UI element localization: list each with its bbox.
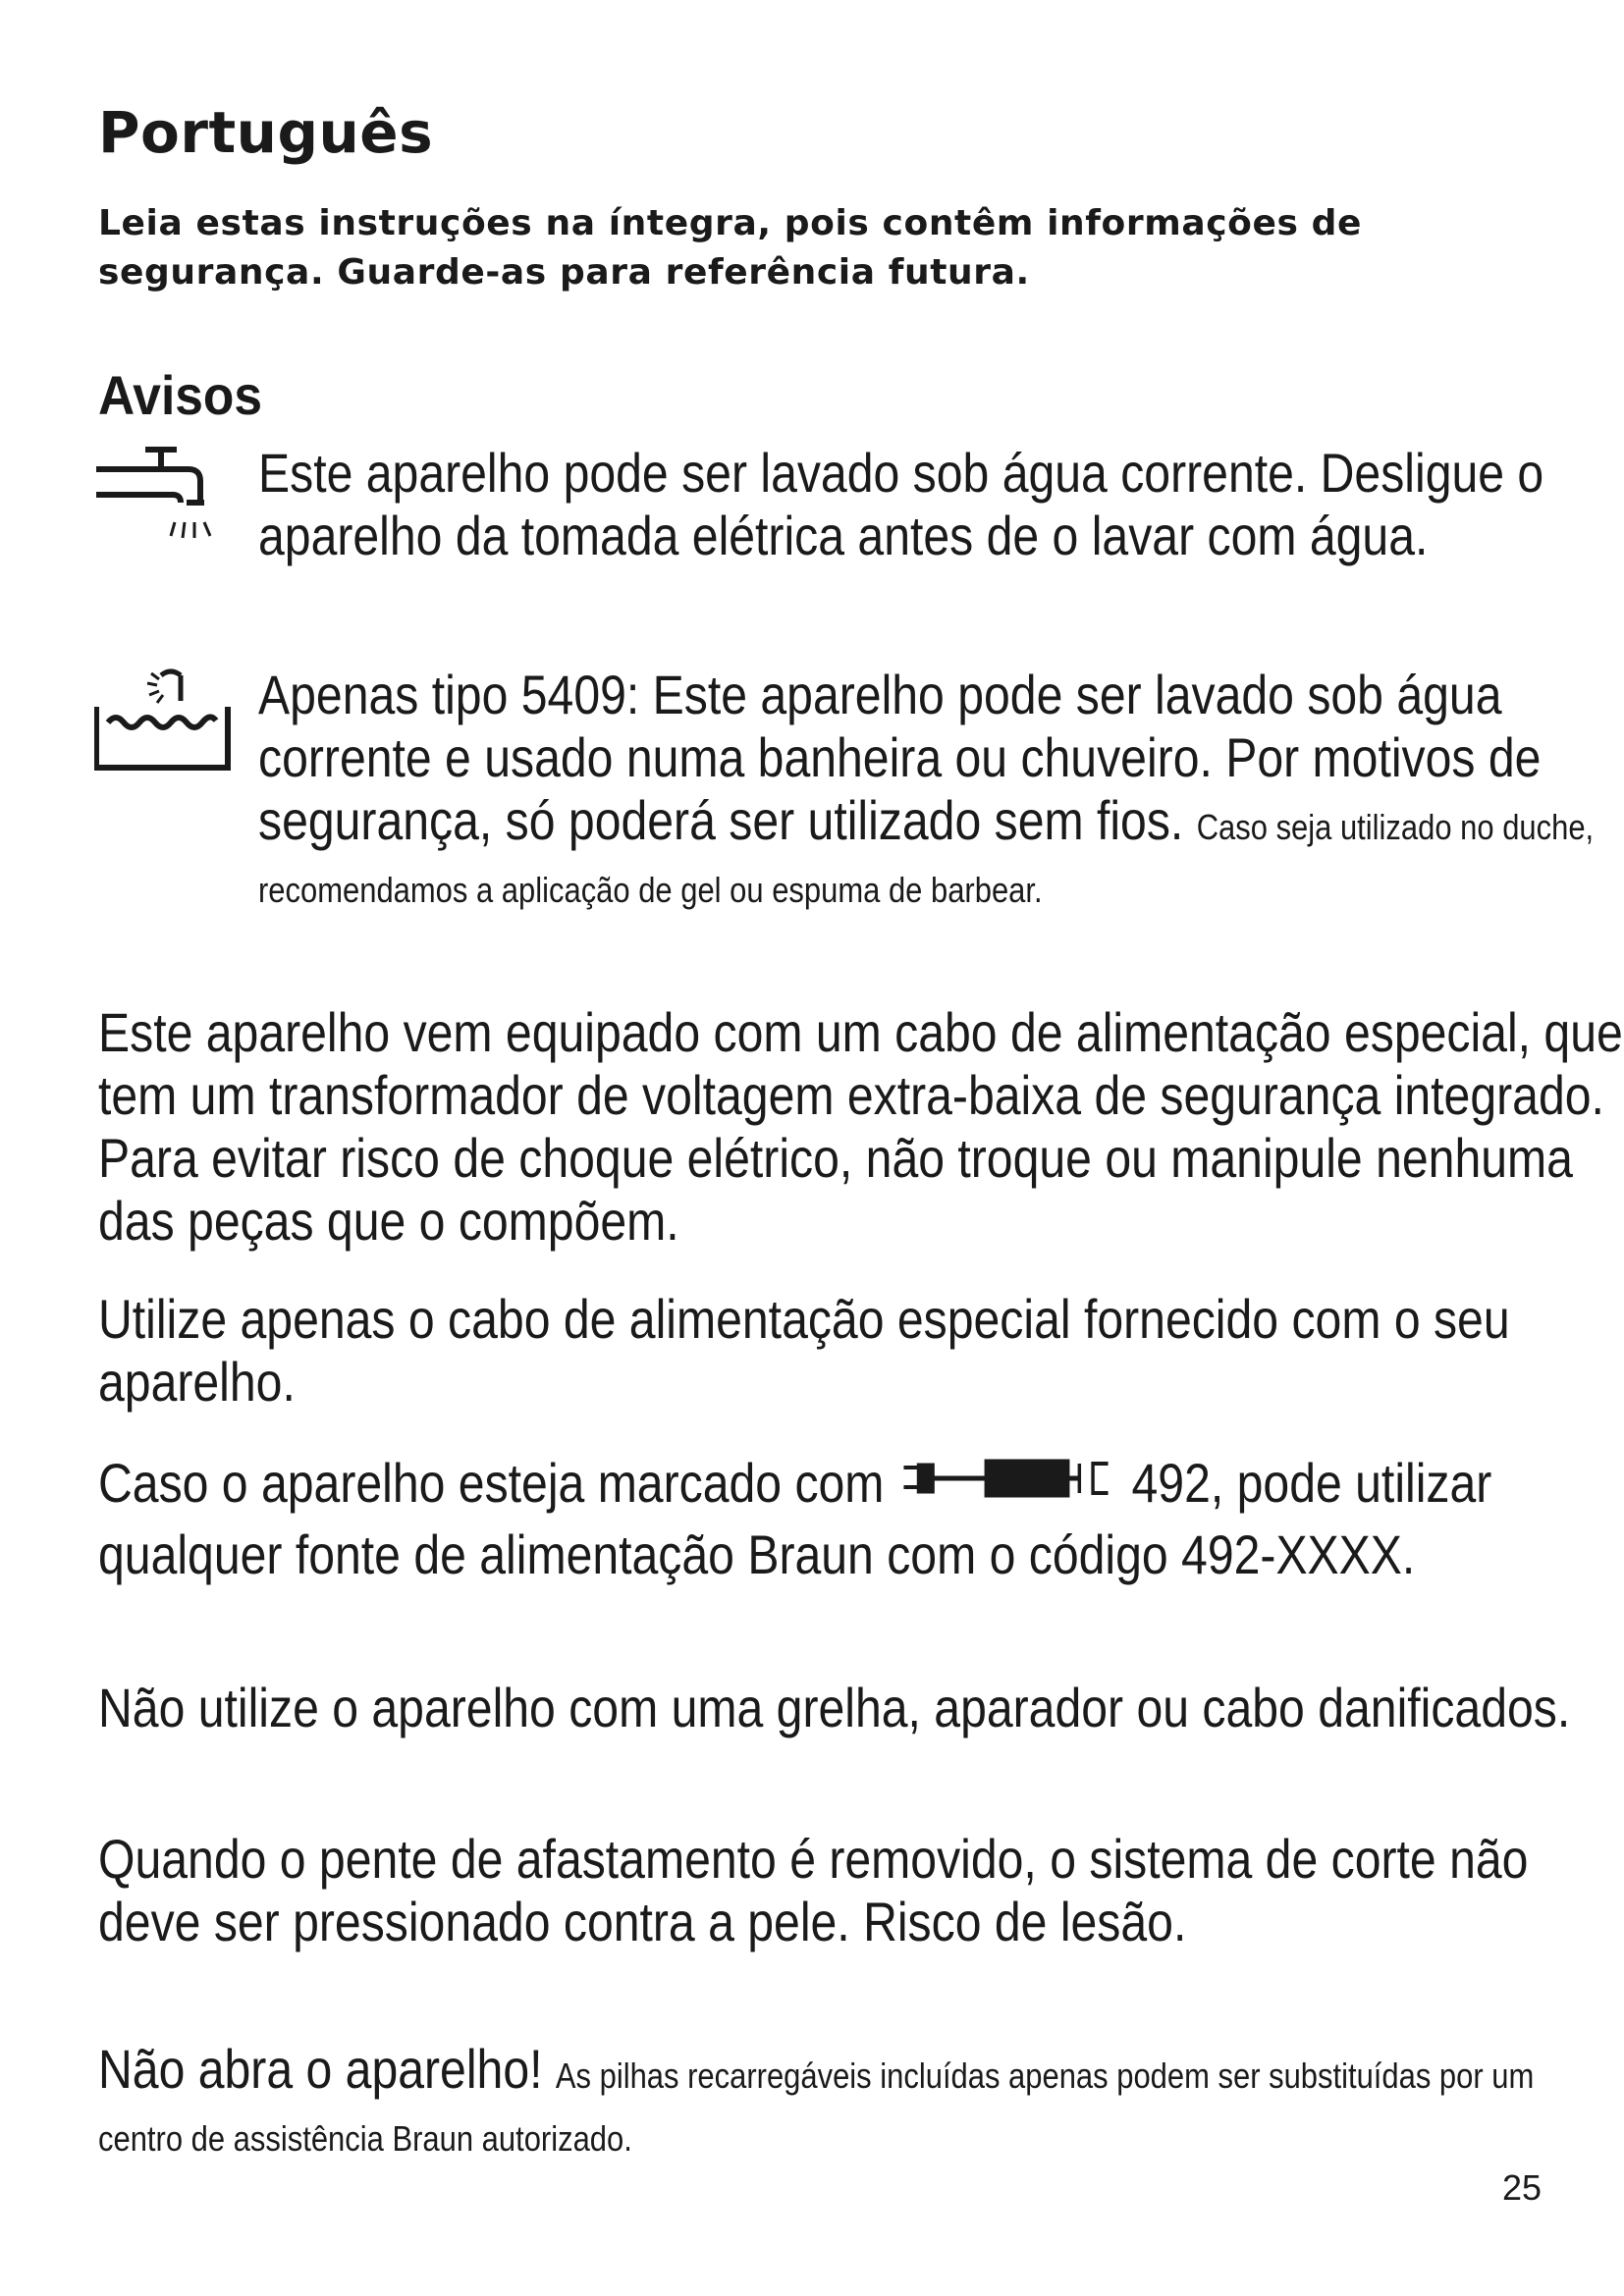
power-supply-symbol-icon [900,1451,1111,1514]
paragraph-do-not-open-main: Não abra o aparelho! [98,2038,543,2100]
paragraph-do-not-open-note: As pilhas recarregáveis incluídas apenas podem ser substituídas por um centro de assistência Braun autorizado. [98,2056,1535,2159]
page-title: Português [98,99,434,166]
warning-type-5409 [258,664,1609,915]
paragraph-do-not-open [98,2038,1618,2163]
faucet-icon [94,442,232,560]
paragraph-use-supplied-cord: Utilize apenas o cabo de alimentação especial fornecido com o seu aparelho. [98,1288,1510,1413]
intro-notice: Leia estas instruções na íntegra, pois contêm informações de segurança. Guarde-as para referência futura. [98,203,1363,293]
warning-washable: Este aparelho pode ser lavado sob água corrente. Desligue o aparelho da tomada elétrica antes de o lavar com água. [258,442,1544,566]
paragraph-marking-492-end: 492, pode utilizar qualquer fonte de alimentação Braun com o código 492-XXXX. [98,1451,1492,1585]
shower-bath-icon [94,664,232,781]
warning-type-5409-note: Caso seja utilizado no duche, recomendamos a aplicação de gel ou espuma de barbear. [258,807,1595,910]
paragraph-marking-492 [98,1451,1618,1586]
paragraph-comb-removed: Quando o pente de afastamento é removido, o sistema de corte não deve ser pressionado contra a pele. Risco de lesão. [98,1828,1529,1952]
warning-type-5409-text: Apenas tipo 5409: Este aparelho pode ser lavado sob água corrente e usado numa banheira ou chuveiro. Por motivos de segurança, só poderá ser utilizado sem fios. [258,664,1542,851]
section-heading-warnings: Avisos [98,364,263,426]
paragraph-power-cord: Este aparelho vem equipado com um cabo de alimentação especial, que tem um transformador de voltagem extra-baixa de segurança integrado. Para evitar risco de choque elétrico, não troque ou manipule nenhuma das peças que o compõem. [98,1001,1623,1252]
paragraph-damaged-parts: Não utilize o aparelho com uma grelha, aparador ou cabo danificados. [98,1677,1571,1738]
page-number: 25 [1501,2167,1542,2208]
paragraph-marking-492-start: Caso o aparelho esteja marcado com [98,1451,885,1514]
